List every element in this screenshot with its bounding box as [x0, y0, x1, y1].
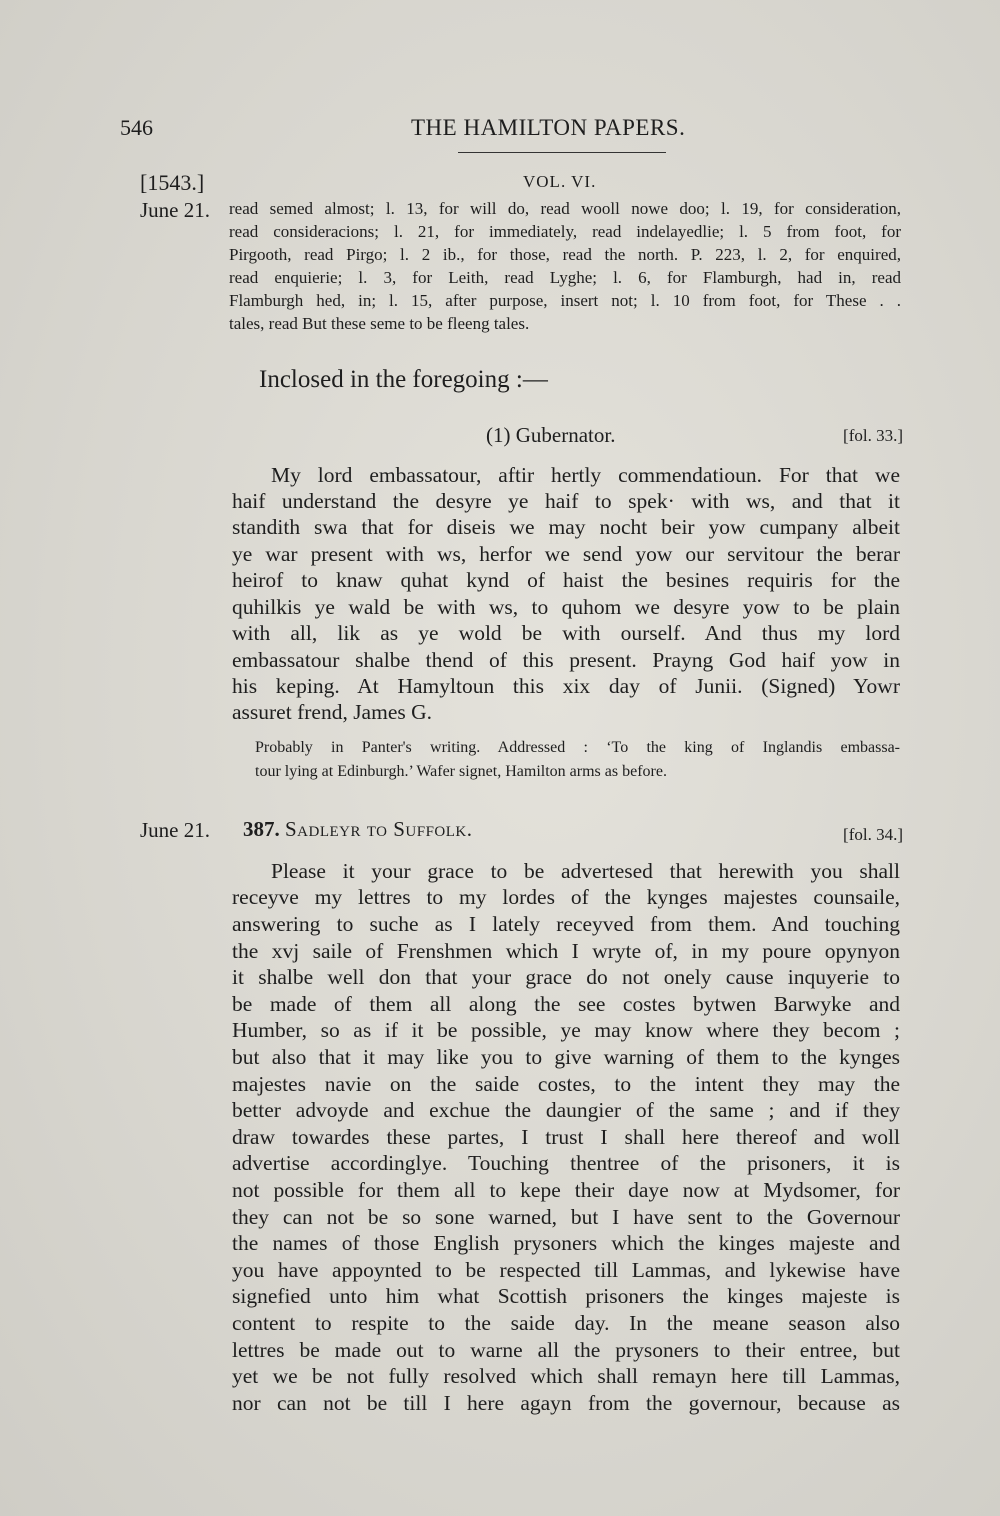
- enclosure-line: embassatour shalbe thend of this present. Prayng God haif yow in: [232, 648, 900, 672]
- enclosure-line: assuret frend, James G.: [232, 700, 433, 724]
- corrigenda-line: Flamburgh hed, in; l. 15, after purpose, insert not; l. 10 from foot, for These . .: [229, 291, 901, 310]
- enclosure-line: standith swa that for diseis we may nocht beir yow cumpany albeit: [232, 515, 900, 539]
- enclosure-line: My lord embassatour, aftir hertly commendatioun. For that we: [271, 463, 900, 487]
- letter-heading: [243, 817, 473, 842]
- letter-line: better advoyde and exchue the daungier of the same ; and if they: [232, 1098, 900, 1122]
- letter-line: but also that it may like you to give warning of them to the kynges: [232, 1045, 900, 1069]
- letter-title: Sadleyr to Suffolk.: [285, 817, 473, 841]
- note-line: Probably in Panter's writing. Addressed : ‘To the king of Inglandis embassa-: [255, 739, 900, 756]
- letter-line: answering to suche as I lately receyved from them. And touching: [232, 912, 900, 936]
- title-rule: [458, 152, 666, 153]
- corrigenda-line: tales, read But these seme to be fleeng tales.: [229, 314, 530, 333]
- letter-date: June 21.: [140, 818, 210, 842]
- letter-line: content to respite to the saide day. In the meane season also: [232, 1311, 900, 1335]
- letter-line: majestes navie on the saide costes, to the intent they may the: [232, 1072, 900, 1096]
- letter-line: they can not be so sone warned, but I have sent to the Governour: [232, 1205, 900, 1229]
- letter-line: the xvj saile of Frenshmen which I wryte of, in my poure opynyon: [232, 939, 900, 963]
- enclosure-heading: Inclosed in the foregoing :—: [259, 366, 548, 393]
- volume-label: VOL. VI.: [523, 172, 597, 191]
- letter-line: be made of them all along the see costes bytwen Barwyke and: [232, 992, 900, 1016]
- page-number: 546: [120, 115, 153, 140]
- enclosure-line: his keping. At Hamyltoun this xix day of Junii. (Signed) Yowr: [232, 674, 900, 698]
- corrigenda-line: Pirgooth, read Pirgo; l. 2 ib., for those, read the north. P. 223, l. 2, for enquired,: [229, 245, 901, 264]
- year-marker: [1543.]: [140, 170, 205, 195]
- corrigenda-line: read semed almost; l. 13, for will do, read wooll nowe doo; l. 19, for consideration,: [229, 199, 901, 218]
- enclosure-folio-ref: [fol. 33.]: [843, 426, 903, 445]
- enclosure-line: haif understand the desyre ye haif to spek· with ws, and that it: [232, 489, 900, 513]
- corrigenda-date: June 21.: [140, 198, 210, 222]
- letter-line: Please it your grace to be advertesed that herewith you shall: [271, 859, 900, 883]
- letter-line: advertise accordinglye. Touching thentree of the prisoners, it is: [232, 1151, 900, 1175]
- letter-line: lettres be made out to warne all the prysoners to their entree, but: [232, 1338, 900, 1362]
- letter-line: yet we be not fully resolved which shall remayn here till Lammas,: [232, 1364, 900, 1388]
- enclosure-line: quhilkis ye wald be with ws, to quhom we desyre yow to be plain: [232, 595, 900, 619]
- letter-line: it shalbe well don that your grace do not onely cause inquyerie to: [232, 965, 900, 989]
- letter-number: 387.: [243, 817, 280, 841]
- enclosure-title: (1) Gubernator.: [486, 423, 616, 447]
- letter-line: draw towardes these partes, I trust I shall here thereof and woll: [232, 1125, 900, 1149]
- corrigenda-line: read consideracions; l. 21, for immediately, read indelayedlie; l. 5 from foot, for: [229, 222, 901, 241]
- letter-line: signefied unto him what Scottish prisoners the kinges majeste is: [232, 1284, 900, 1308]
- corrigenda-line: read enquierie; l. 3, for Leith, read Lyghe; l. 6, for Flamburgh, had in, read: [229, 268, 901, 287]
- letter-line: receyve my lettres to my lordes of the kynges majestes counsaile,: [232, 885, 900, 909]
- letter-line: the names of those English prysoners which the kinges majeste and: [232, 1231, 900, 1255]
- enclosure-line: ye war present with ws, herfor we send yow our servitour the berar: [232, 542, 900, 566]
- letter-line: you have appoynted to be respected till Lammas, and lykewise have: [232, 1258, 900, 1282]
- enclosure-line: heirof to knaw quhat kynd of haist the besines requiris for the: [232, 568, 900, 592]
- letter-line: not possible for them all to kepe their daye now at Mydsomer, for: [232, 1178, 900, 1202]
- letter-line: nor can not be till I here agayn from the governour, because as: [232, 1391, 900, 1415]
- letter-line: Humber, so as if it be possible, ye may know where they becom ;: [232, 1018, 900, 1042]
- enclosure-line: with all, lik as ye wold be with ourself. And thus my lord: [232, 621, 900, 645]
- running-title: THE HAMILTON PAPERS.: [411, 115, 686, 140]
- note-line: tour lying at Edinburgh.’ Wafer signet, Hamilton arms as before.: [255, 763, 667, 780]
- letter-folio-ref: [fol. 34.]: [843, 825, 903, 844]
